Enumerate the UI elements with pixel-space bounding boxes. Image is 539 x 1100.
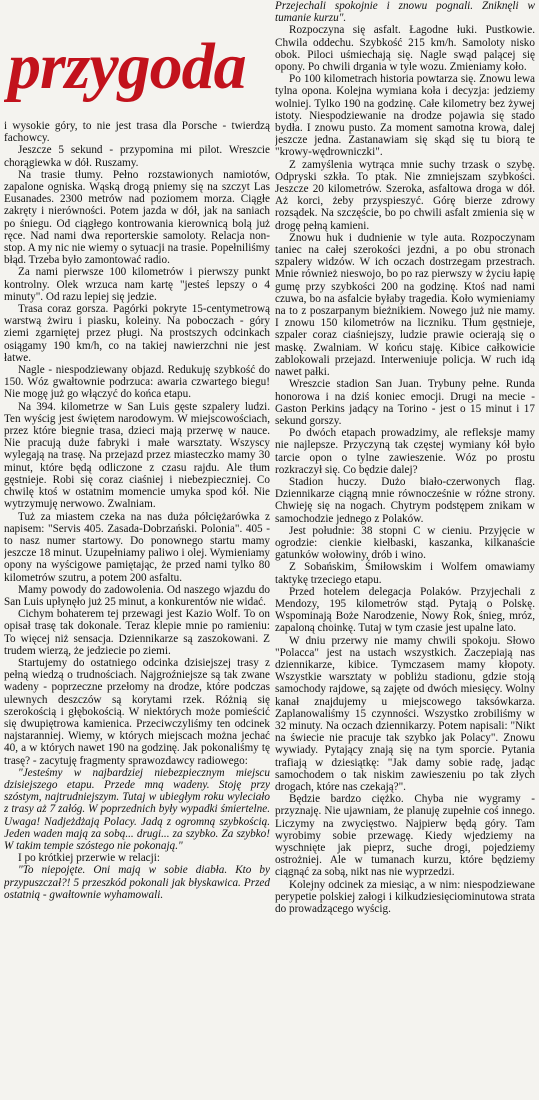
article-title: przygoda <box>8 30 246 103</box>
left-column-body <box>4 120 270 901</box>
article-paragraph: Kolejny odcinek za miesiąc, a w nim: niespodziewane perypetie polskiej załogi i kilkudziesięciominutowa strata do prowadzącego wyścig. <box>275 878 535 916</box>
article-paragraph: Z zamyślenia wytrąca mnie suchy trzask o szybę. Odpryski szkła. To ptak. Nie zmniejszam szybkości. Jeszcze 20 kilometrów. Szeroka, asfaltowa droga w dół. Aż korci, żeby przyspieszyć. Górę bierze zdrowy rozsądek. Na szczęście, bo po chwili asfalt zmienia się w drogę pełną kamieni. <box>275 158 535 232</box>
article-paragraph: Za nami pierwsze 100 kilometrów i pierwszy punkt kontrolny. Olek wrzuca nam kartę "jesteś lepszy o 4 minuty". Od razu lepiej się jedzie. <box>4 266 270 303</box>
article-paragraph: Startujemy do ostatniego odcinka dzisiejszej trasy z pełną wiedzą o trudnościach. Najgroźniejsze są tak zwane wadeny - poprzeczne przełomy na drodze, które podczas ulewnych deszczów są korytami rzek. Różnią się szerokością i głębokością. W niektórych może pomieścić się dwupiętrowa kamienica. Przeciwczyliśmy ten odcinek najstaranniej. Wiemy, w których miejscach można jechać 40, a w których nawet 190 na godzinę. Jak pokonaliśmy tę trasę? - zacytuję fragmenty sprawozdawcy radiowego: <box>4 656 270 767</box>
article-paragraph: W dniu przerwy nie mamy chwili spokoju. Słowo "Polacca" jest na ustach wszystkich. Zaczepiają nas dziennikarze, kibice. Tymczasem mamy kłopoty. Wszystkie warsztaty w pobliżu stadionu, gdzie stoją samochody rajdowe, są zajęte od dwóch miesięcy. Wolny kanał znajdujemy u miejscowego taksówkarza. Zaplanowaliśmy 15 czynności. Wszystko zrobiliśmy w 32 minuty. Na oczach dziennikarzy. Potem napisali: "Nikt na świecie nie pracuje tak szybko jak Polacy". Znowu wywiady. Pytający znają się na tym sporcie. Pytania trafiają w dziesiątkę: "Jak damy sobie radę, jadąc samochodem o tak niskim zawieszeniu po tak złych drogach, które nas czekają?". <box>275 634 535 793</box>
article-paragraph: Jest południe: 38 stopni C w cieniu. Przyjęcie w ogrodzie: cienkie kiełbaski, kaszanka, kilkanaście gatunków wołowiny, drób i wino. <box>275 524 535 562</box>
article-paragraph: Na 394. kilometrze w San Luis gęste szpalery ludzi. Ten wyścig jest świętem narodowym. W miejscowościach, przez które biegnie trasa, dzieci mają przerwę w nauce. Nie pracują duże fabryki i małe warsztaty. Wszyscy wylegają na trasę. Na przejazd przez miasteczko mamy 30 minut, które będą odliczone z czasu rajdu. Ale tłum gęstnieje. Robi się coraz ciaśniej i niebezpieczniej. Co chwilę ktoś w ostatnim momencie umyka spod kół. Nie wytrzymuję nerwowo. Zwalniam. <box>4 400 270 511</box>
article-paragraph: Po 100 kilometrach historia powtarza się. Znowu lewa tylna opona. Kolejna wymiana koła i decyzja: jedziemy wolniej. Tylko 190 na godzinę. Całe kilometry bez żywej istoty. Niespodziewanie na drodze pojawia się stado bydła. I znowu pusto. Za moment samotna krowa, dalej jeszcze jedna. Zastanawiam się skąd się tu biorą te "krowy-wędrowniczki". <box>275 73 535 159</box>
right-column <box>275 0 535 1100</box>
article-paragraph: i wysokie góry, to nie jest trasa dla Porsche - twierdzą fachowcy. <box>4 120 270 145</box>
article-paragraph: Trasa coraz gorsza. Pagórki pokryte 15-centymetrową warstwą żwiru i piasku, koleiny. Na poboczach - góry ziemi zgarniętej przez pługi. Na prostszych odcinkach osiągamy 190 km/h, co na takiej nawierzchni nie jest łatwe. <box>4 303 270 364</box>
article-paragraph: Mamy powody do zadowolenia. Od naszego wjazdu do San Luis upłynęło już 25 minut, a konkurentów nie widać. <box>4 583 270 608</box>
article-paragraph: Wreszcie stadion San Juan. Trybuny pełne. Runda honorowa i na dziś koniec emocji. Drugi na mecie - Gaston Perkins jadący na Torino - jest o 15 minut i 17 sekund gorszy. <box>275 378 535 427</box>
article-paragraph: Stadion huczy. Dużo biało-czerwonych flag. Dziennikarze ciągną mnie równocześnie w różne strony. Chwieję się na nogach. Chytrym podstępem znikam w samochodzie jednego z Polaków. <box>275 475 535 525</box>
article-paragraph: Jeszcze 5 sekund - przypomina mi pilot. Wreszcie chorągiewka w dół. Ruszamy. <box>4 144 270 169</box>
article-paragraph: Cichym bohaterem tej przewagi jest Kazio Wolf. To on opisał trasę tak dokonale. Teraz klepie mnie po ramieniu: To więcej niż sensacja. Dziennikarze są zaszokowani. Z trudem wierzą, że jedziecie po ziemi. <box>4 608 270 657</box>
article-paragraph: Przed hotelem delegacja Polaków. Przyjechali z Mendozy, 195 kilometrów stąd. Pytają o Polskę. Wspominają Boże Narodzenie, Nowy Rok, śnieg, mróz, zapaloną choinkę. Tutaj w tym czasie jest upalne lato. <box>275 585 535 635</box>
left-column <box>4 0 270 1100</box>
article-paragraph: Przejechali spokojnie i znowu pognali. Zniknęli w tumanie kurzu". <box>275 0 535 25</box>
article-paragraph: Nagle - niespodziewany objazd. Redukuję szybkość do 150. Wóz gwałtownie podrzuca: awaria czwartego biegu! Nie mogę już go włączyć do końca etapu. <box>4 364 270 401</box>
article-paragraph: Tuż za miastem czeka na nas duża półciężarówka z napisem: "Servis 405. Zasada-Dobrzański. Polonia". 405 - to nasz numer startowy. Do ponownego startu mamy jeszcze 18 minut. Uzupełniamy paliwo i olej. Wymieniamy opony na wyścigowe pamiętając, że przed nami tylko 80 kilometrów szutru, a potem 200 asfaltu. <box>4 510 270 584</box>
article-paragraph: Po dwóch etapach prowadzimy, ale refleksje mamy nie najlepsze. Przyczyną tak częstej wymiany kół było tarcie opon o tylne zawieszenie. Wóz po prostu rozkraczył się. Co będzie dalej? <box>275 427 535 476</box>
right-column-body <box>275 0 535 915</box>
article-paragraph: Na trasie tłumy. Pełno rozstawionych namiotów, zapalone ogniska. Wąską drogą pniemy się na szczyt Las Eusanades. 2300 metrów nad poziomem morza. Ciągłe zakręty i nierówności. Potem jazda w dół, jak na saniach po śniegu. Od ciągłego kontrowania kierownicą bolą już ręce. Nad nami dwa reporterskie samoloty. Relacja non-stop. A my nic nie wiemy o sytuacji na trasie. Popełniliśmy błąd. Trzeba było zamontować radio. <box>4 168 270 267</box>
article-paragraph: Znowu huk i dudnienie w tyle auta. Rozpoczynam taniec na całej szerokości jezdni, a po obu stronach szpalery widzów. W ich oczach dostrzegam przestrach. Mnie również nieswojo, bo po raz pierwszy w życiu łapię gumę przy szybkości 200 na godzinę. Ktoś nad nami czuwa, bo na asfalcie byłaby tragedia. Koło wymieniamy na to z poszarpanym bieżnikiem. Nowego już nie mamy. I znowu 150 kilometrów na liczniku. Tłum gęstnieje, szpaler coraz ciaśniejszy, ludzie prawie ocierają się o maskę. Zwalniam. W końcu staję. Kibice całkowicie zablokowali przejazd. Interweniuje policja. W ruch idą nawet pałki. <box>275 231 535 379</box>
article-paragraph: Rozpoczyna się asfalt. Łagodne łuki. Pustkowie. Chwila oddechu. Szybkość 215 km/h. Samoloty nisko obok. Piloci uśmiechają się. Nagle swąd palącej się opony. Po chwili drgania w tyle wozu. Zmieniamy koło. <box>275 24 535 74</box>
article-paragraph: Będzie bardzo ciężko. Chyba nie wygramy - przyznaję. Nie ujawniam, że planuję zupełnie coś innego. Liczymy na zwycięstwo. Najpierw będą góry. Tam wyrobimy sobie przewagę. Kiedy wjedziemy na wyschnięte jak pieprz, suche drogi, pojedziemy ostrożniej. Ale w tumanach kurzu, które będziemy ciągnąć za sobą, nikt nas nie wyprzedzi. <box>275 793 535 879</box>
article-paragraph: I po krótkiej przerwie w relacji: <box>18 852 160 865</box>
article-paragraph: Z Sobańskim, Śmiłowskim i Wolfem omawiamy taktykę trzeciego etapu. <box>275 561 535 586</box>
article-paragraph: "To niepojęte. Oni mają w sobie diabła. Kto by przypuszczał?! 5 przeszkód pokonali jak błyskawica. Przed ostatnią - gwałtownie wyhamowali. <box>4 864 270 901</box>
article-paragraph: "Jesteśmy w najbardziej niebezpiecznym miejscu dzisiejszego etapu. Przede mną wadeny. Stoję przy szóstym, najtrudniejszym. Tutaj w ubiegłym roku wyleciało z trasy aż 7 załóg. W poprzednich były wypadki śmiertelne. Uwaga! Nadjeżdżają Polacy. Jadą z ogromną szybkością. Jeden waden mają za sobą... drugi... za szybko. Za szybko! W takim tempie szóstego nie pokonają." <box>4 766 270 852</box>
